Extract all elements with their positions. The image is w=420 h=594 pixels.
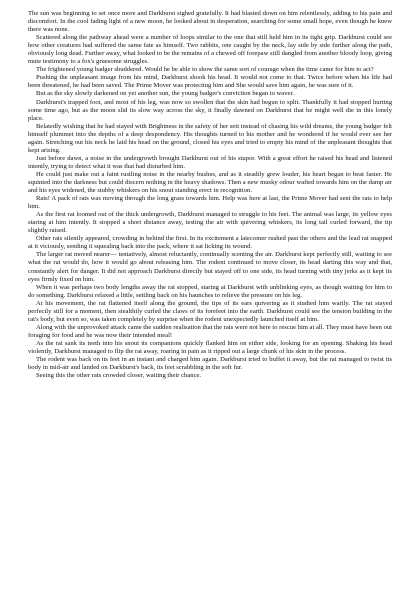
paragraph: Other rats silently appeared, crowding in behind the first. In its excitement a latecomer rushed past the others and the lead rat snapped at it viciously, sending it squealing back into the pack, where it sat licking its wound. <box>28 235 392 251</box>
paragraph: As the rat sank its teeth into his snout its companions quickly flanked him on either side, looking for an opening. Shaking his head violently, Darkburst managed to flip the rat away, roaring in pain as it ripped out a large chunk of his skin in the process. <box>28 339 392 355</box>
paragraph: When it was perhaps two body lengths away the rat stopped, staring at Darkburst with unblinking eyes, as though waiting for him to do something. Darkburst relaxed a little, settling back on his haunches to relieve the pressure on his leg. <box>28 283 392 299</box>
paragraph: But as the sky slowly darkened on yet another sun, the young badger's conviction began to waver. <box>36 90 294 98</box>
paragraph: Darkburst's trapped foot, and most of his leg, was now so swollen that the skin had begun to split. Thankfully it had stopped hurting some time ago, but as the moon slid its slow way across the sky, it finally dawned on Darkburst that he might well die in this lonely place. <box>28 98 392 122</box>
paragraph: Pushing the unpleasant image from his mind, Darkburst shook his head. It would not come to that. Twice before when his life had been threatened, he had been saved. The Prime Mover was protecting him and She would save him again, he was sure of it. <box>28 74 392 90</box>
paragraph: The sun was beginning to set once more and Darkburst sighed gratefully. It had blasted down on him relentlessly, adding to his pain and discomfort. In the cool fading light of a new moon, he looked about in desperation, searching for some small hope, even though he knew there was none. <box>28 10 392 34</box>
paragraph: The frightened young badger shuddered. Would he be able to show the same sort of courage when the time came for him to act? <box>36 66 374 74</box>
paragraph: Belatedly wishing that he had stayed with Brightness in the safety of her sett instead of chasing his wild dreams, the young badger felt himself plummet into the depths of a deep despondency. His thoughts turned to his mother and he wondered if he would ever see her again. Stretching out his neck he laid his head on the ground, closed his eyes and tried to empty his mind of the unpleasant thoughts that kept arising. <box>28 122 392 154</box>
paragraph: The larger rat moved nearer— tentatively, almost reluctantly, continually scenting the air. Darkburst kept perfectly still, waiting to see what the rat would do, how it would go about releasing him. The rodent continued to move closer, its head darting this way and that, constantly alert for danger. It did not approach Darkburst directly but stayed off to one side, its head turning with tiny jerks as it kept its eyes firmly fixed on him. <box>28 251 392 283</box>
paragraph: Scattered along the pathway ahead were a number of loops similar to the one that still held him in its tight grip. Darkburst could see how other creatures had suffered the same fate as himself. Two rabbits, one caught by the neck, lay side by side further along the path, obviously long dead. Further away, what looked to be the remains of a chewed off forepaw still dangled from another bloody loop, giving mute testimony to a fox's gruesome struggles. <box>28 34 392 66</box>
paragraph: Just before dawn, a noise in the undergrowth brought Darkburst out of his stupor. With a great effort he raised his head and listened intently, trying to detect what it was that had disturbed him. <box>28 154 392 170</box>
paragraph: As the first rat loomed out of the thick undergrowth, Darkburst managed to struggle to his feet. The animal was large, its yellow eyes staring at him intently. It stopped a short distance away, testing the air with quivering whiskers, its long tail curled forward, the tip slightly raised. <box>28 211 392 235</box>
paragraph: Along with the unprovoked attack came the sudden realisation that the rats were not here to rescue him at all. They must have been out foraging for food and he was now their intended meal! <box>28 323 393 339</box>
paragraph: He could just make out a faint rustling noise in the nearby bushes, and as it steadily grew louder, his heart began to beat faster. He squinted into the darkness but could discern nothing in the heavy shadows. Then a new musky odour wafted towards him on the damp air and his eyes widened, the stubby whiskers on his snout standing erect in recognition. <box>28 170 392 195</box>
paragraph: At his movement, the rat flattened itself along the ground, the tips of its ears quivering as it studied him warily. The rat stayed perfectly still for a moment, then stealthily curled the claws of its forefeet into the earth. Darkburst could see the tension building in the rat's body, but even so, was taken completely by surprise when the rodent unexpectedly launched itself at him. <box>28 299 392 323</box>
paragraph: Rats! A pack of rats was moving through the long grass towards him. Help was here at last, the Prime Mover had sent the rats to help him. <box>28 195 392 211</box>
paragraph: The rodent was back on its feet in an instant and charged him again. Darkburst tried to buffet it away, but the rat managed to twist its body in mid-air and landed on Darkburst's back, its feet scrabbling in the soft fur. <box>28 356 392 372</box>
paragraph: Seeing this the other rats crowded closer, waiting their chance. <box>36 372 202 380</box>
